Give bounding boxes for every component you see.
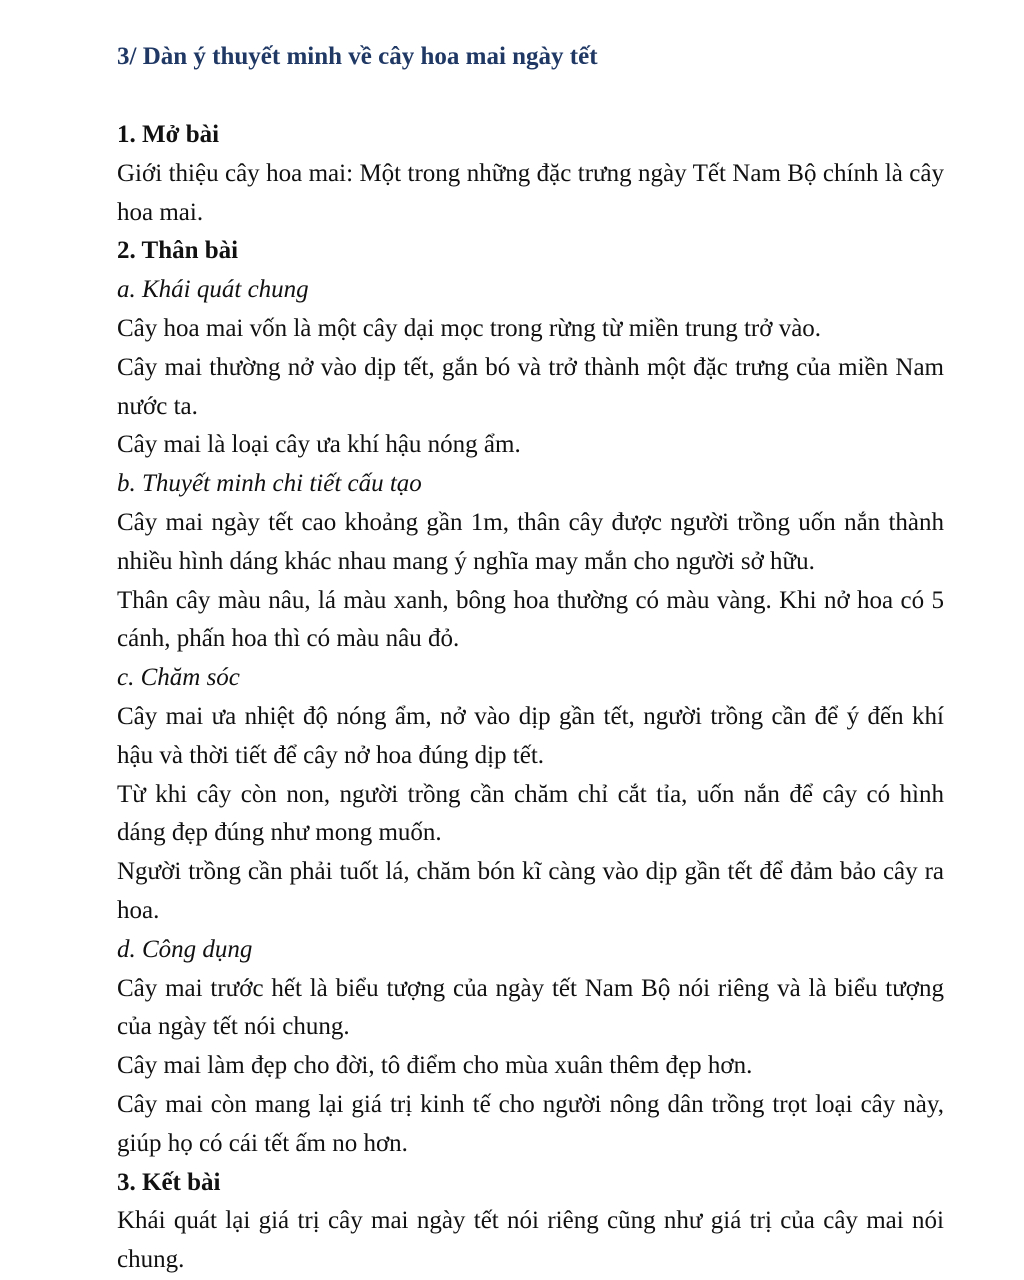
paragraph-cong-dung-3: Cây mai còn mang lại giá trị kinh tế cho người nông dân trồng trọt loại cây này, giúp họ có cái tết ấm no hơn. <box>117 1090 944 1157</box>
paragraph-khai-quat-2: Cây mai thường nở vào dịp tết, gắn bó và trở thành một đặc trưng của miền Nam nước ta. <box>117 353 944 420</box>
paragraph-mo-bai: Giới thiệu cây hoa mai: Một trong những đặc trưng ngày Tết Nam Bộ chính là cây hoa mai. <box>117 159 944 226</box>
subheading-cham-soc: c. Chăm sóc <box>117 664 240 692</box>
paragraph-cong-dung-1: Cây mai trước hết là biểu tượng của ngày tết Nam Bộ nói riêng và là biểu tượng của ngày tết nói chung. <box>117 974 944 1041</box>
heading-mo-bai: 1. Mở bài <box>117 121 220 148</box>
document-body <box>117 116 944 1280</box>
subheading-cong-dung: d. Công dụng <box>117 935 253 963</box>
paragraph-khai-quat-1: Cây hoa mai vốn là một cây dại mọc trong rừng từ miền trung trở vào. <box>117 314 822 342</box>
paragraph-cong-dung-2: Cây mai làm đẹp cho đời, tô điểm cho mùa xuân thêm đẹp hơn. <box>117 1052 753 1080</box>
heading-than-bai: 2. Thân bài <box>117 237 239 265</box>
document-title: 3/ Dàn ý thuyết minh về cây hoa mai ngày tết <box>117 43 598 70</box>
paragraph-cham-soc-3: Người trồng cần phải tuốt lá, chăm bón kĩ càng vào dịp gần tết để đảm bảo cây ra hoa. <box>117 858 944 924</box>
paragraph-cham-soc-2: Từ khi cây còn non, người trồng cần chăm chỉ cắt tỉa, uốn nắn để cây có hình dáng đẹp đúng như mong muốn. <box>117 780 944 847</box>
paragraph-cau-tao-2: Thân cây màu nâu, lá màu xanh, bông hoa thường có màu vàng. Khi nở hoa có 5 cánh, phấn hoa thì có màu nâu đỏ. <box>117 586 944 653</box>
paragraph-khai-quat-3: Cây mai là loại cây ưa khí hậu nóng ẩm. <box>117 431 521 459</box>
subheading-khai-quat-chung: a. Khái quát chung <box>117 276 309 304</box>
subheading-cau-tao: b. Thuyết minh chi tiết cấu tạo <box>117 470 422 498</box>
paragraph-cau-tao-1: Cây mai ngày tết cao khoảng gần 1m, thân cây được người trồng uốn nắn thành nhiều hình dáng khác nhau mang ý nghĩa may mắn cho người sở hữu. <box>117 508 944 575</box>
paragraph-cham-soc-1: Cây mai ưa nhiệt độ nóng ẩm, nở vào dịp gần tết, người trồng cần để ý đến khí hậu và thời tiết để cây nở hoa đúng dịp tết. <box>117 702 944 769</box>
heading-ket-bai: 3. Kết bài <box>117 1168 221 1196</box>
paragraph-ket-bai: Khái quát lại giá trị cây mai ngày tết nói riêng cũng như giá trị của cây mai nói chung. <box>117 1207 944 1274</box>
